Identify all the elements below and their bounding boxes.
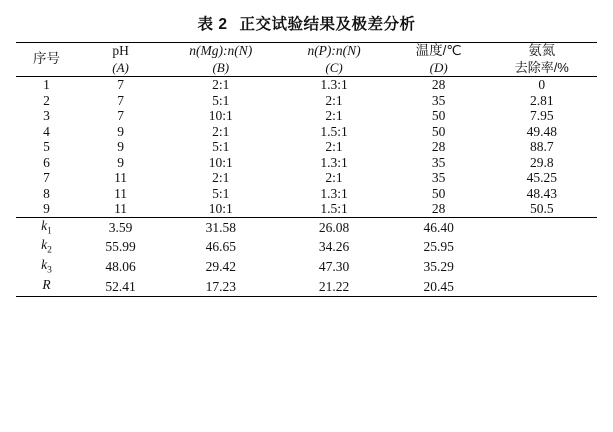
cell-p-ratio: 2:1 [325, 170, 343, 186]
analysis-label-symbol: k [41, 237, 48, 253]
analysis-row [16, 237, 597, 257]
analysis-cell-temperature: 46.40 [423, 219, 454, 235]
analysis-cell-empty [487, 217, 597, 237]
header-cell-p-ratio [277, 43, 390, 77]
header-sub-mg-ratio: (B) [212, 59, 230, 75]
analysis-cell-ph: 55.99 [105, 239, 136, 255]
analysis-cell-empty [487, 257, 597, 277]
header-cell-no [16, 43, 77, 77]
header-cell-removal-rate [487, 43, 597, 77]
cell-ph: 9 [117, 154, 124, 170]
cell-mg-ratio: 10:1 [164, 201, 277, 217]
cell-p-ratio: 1.5:1 [320, 123, 348, 139]
cell-no: 5 [43, 139, 50, 155]
analysis-cell-empty [487, 277, 597, 297]
table-row [16, 186, 597, 202]
header-cell-temperature [391, 43, 487, 77]
analysis-cell-ph: 48.06 [105, 259, 136, 275]
cell-ph: 7 [117, 77, 124, 93]
analysis-label-symbol: k [41, 256, 48, 272]
analysis-row [16, 217, 597, 237]
cell-temperature: 28 [391, 201, 487, 217]
analysis-cell-temperature: 20.45 [391, 277, 487, 297]
header-sub-removal-rate: 去除率/% [514, 59, 569, 75]
analysis-label-index: 2 [47, 246, 52, 257]
analysis-cell-mg-ratio: 29.42 [205, 259, 236, 275]
cell-removal-rate: 45.25 [526, 170, 557, 186]
cell-p-ratio: 2:1 [325, 92, 343, 108]
analysis-label-index: 1 [47, 226, 52, 237]
header-label-temperature: 温度/℃ [415, 43, 462, 58]
cell-p-ratio: 1.3:1 [320, 77, 348, 93]
cell-temperature: 35 [431, 170, 446, 186]
cell-removal-rate: 49.48 [526, 123, 557, 139]
table-row [16, 108, 597, 124]
table-body-experiments [16, 77, 597, 218]
analysis-row [16, 257, 597, 277]
cell-temperature: 50 [431, 123, 446, 139]
table-row [16, 155, 597, 171]
analysis-cell-p-ratio: 47.30 [318, 259, 350, 275]
cell-removal-rate: 48.43 [526, 185, 557, 201]
header-cell-mg-ratio [164, 43, 277, 77]
cell-removal-rate: 88.7 [529, 139, 554, 155]
analysis-label-index: 3 [47, 265, 52, 276]
analysis-row [16, 277, 597, 297]
analysis-cell-p-ratio: 21.22 [277, 277, 390, 297]
table-row [16, 170, 597, 186]
cell-ph: 11 [114, 185, 128, 201]
cell-removal-rate: 7.95 [529, 108, 554, 124]
cell-temperature: 50 [431, 108, 446, 124]
cell-temperature: 35 [431, 92, 446, 108]
header-row [16, 43, 597, 77]
cell-no: 2 [43, 92, 50, 108]
table-row [16, 124, 597, 140]
analysis-label-r [16, 277, 77, 297]
header-sub-temperature: (D) [429, 59, 448, 75]
analysis-label-k1 [16, 217, 77, 237]
cell-mg-ratio: 5:1 [212, 139, 230, 155]
cell-p-ratio: 1.3:1 [320, 185, 348, 201]
cell-removal-rate: 50.5 [487, 201, 597, 217]
cell-p-ratio: 1.5:1 [277, 201, 390, 217]
cell-no: 4 [43, 123, 50, 139]
analysis-cell-temperature: 35.29 [423, 259, 454, 275]
header-label-mg-ratio: n(Mg):n(N) [189, 43, 253, 58]
cell-temperature: 50 [431, 185, 446, 201]
analysis-label-symbol: R [42, 276, 51, 292]
cell-no: 9 [16, 201, 77, 217]
cell-mg-ratio: 2:1 [212, 77, 230, 93]
analysis-cell-ph: 3.59 [108, 219, 133, 235]
table-header [16, 43, 597, 77]
table-row [16, 201, 597, 217]
cell-temperature: 35 [431, 154, 446, 170]
cell-ph: 9 [117, 123, 124, 139]
cell-temperature: 28 [431, 77, 446, 93]
cell-removal-rate: 0 [538, 77, 546, 93]
table-title [16, 12, 597, 34]
cell-mg-ratio: 5:1 [212, 185, 230, 201]
cell-mg-ratio: 5:1 [212, 92, 230, 108]
analysis-label-symbol: k [41, 217, 48, 233]
header-label-removal-rate: 氨氮 [528, 43, 556, 58]
header-label-p-ratio: n(P):n(N) [307, 43, 361, 58]
analysis-cell-mg-ratio: 31.58 [205, 219, 236, 235]
header-label-no: 序号 [33, 51, 60, 67]
cell-no: 7 [43, 170, 50, 186]
table-row [16, 139, 597, 155]
header-sub-p-ratio: (C) [325, 59, 343, 75]
cell-p-ratio: 2:1 [325, 108, 343, 124]
cell-ph: 7 [117, 92, 124, 108]
cell-ph: 11 [77, 201, 164, 217]
cell-mg-ratio: 10:1 [208, 154, 233, 170]
analysis-cell-p-ratio: 26.08 [318, 219, 350, 235]
cell-p-ratio: 1.3:1 [320, 154, 348, 170]
table-title-number: 表 2 [197, 16, 228, 33]
cell-no: 3 [43, 108, 50, 124]
analysis-label-k2 [16, 237, 77, 257]
cell-removal-rate: 29.8 [529, 154, 554, 170]
analysis-cell-mg-ratio: 17.23 [164, 277, 277, 297]
cell-ph: 7 [117, 108, 124, 124]
table-body-range-analysis [16, 217, 597, 296]
analysis-cell-empty [487, 237, 597, 257]
orthogonal-experiment-table [16, 42, 597, 297]
analysis-label-k3 [16, 257, 77, 277]
header-cell-ph [77, 43, 164, 77]
cell-mg-ratio: 2:1 [212, 170, 230, 186]
analysis-cell-mg-ratio: 46.65 [205, 239, 236, 255]
cell-removal-rate: 2.81 [529, 92, 554, 108]
analysis-cell-ph: 52.41 [77, 277, 164, 297]
cell-mg-ratio: 2:1 [212, 123, 230, 139]
header-sub-ph: (A) [112, 59, 129, 75]
cell-p-ratio: 2:1 [325, 139, 343, 155]
analysis-cell-p-ratio: 34.26 [318, 239, 350, 255]
cell-no: 6 [43, 154, 50, 170]
table-row [16, 93, 597, 109]
cell-no: 1 [43, 77, 50, 93]
table-row [16, 77, 597, 93]
cell-temperature: 28 [431, 139, 446, 155]
table-title-text: 正交试验结果及极差分析 [239, 16, 416, 33]
cell-mg-ratio: 10:1 [208, 108, 233, 124]
cell-ph: 9 [117, 139, 124, 155]
header-label-ph: pH [112, 43, 129, 58]
analysis-cell-temperature: 25.95 [423, 239, 454, 255]
cell-no: 8 [43, 185, 50, 201]
cell-ph: 11 [114, 170, 128, 186]
